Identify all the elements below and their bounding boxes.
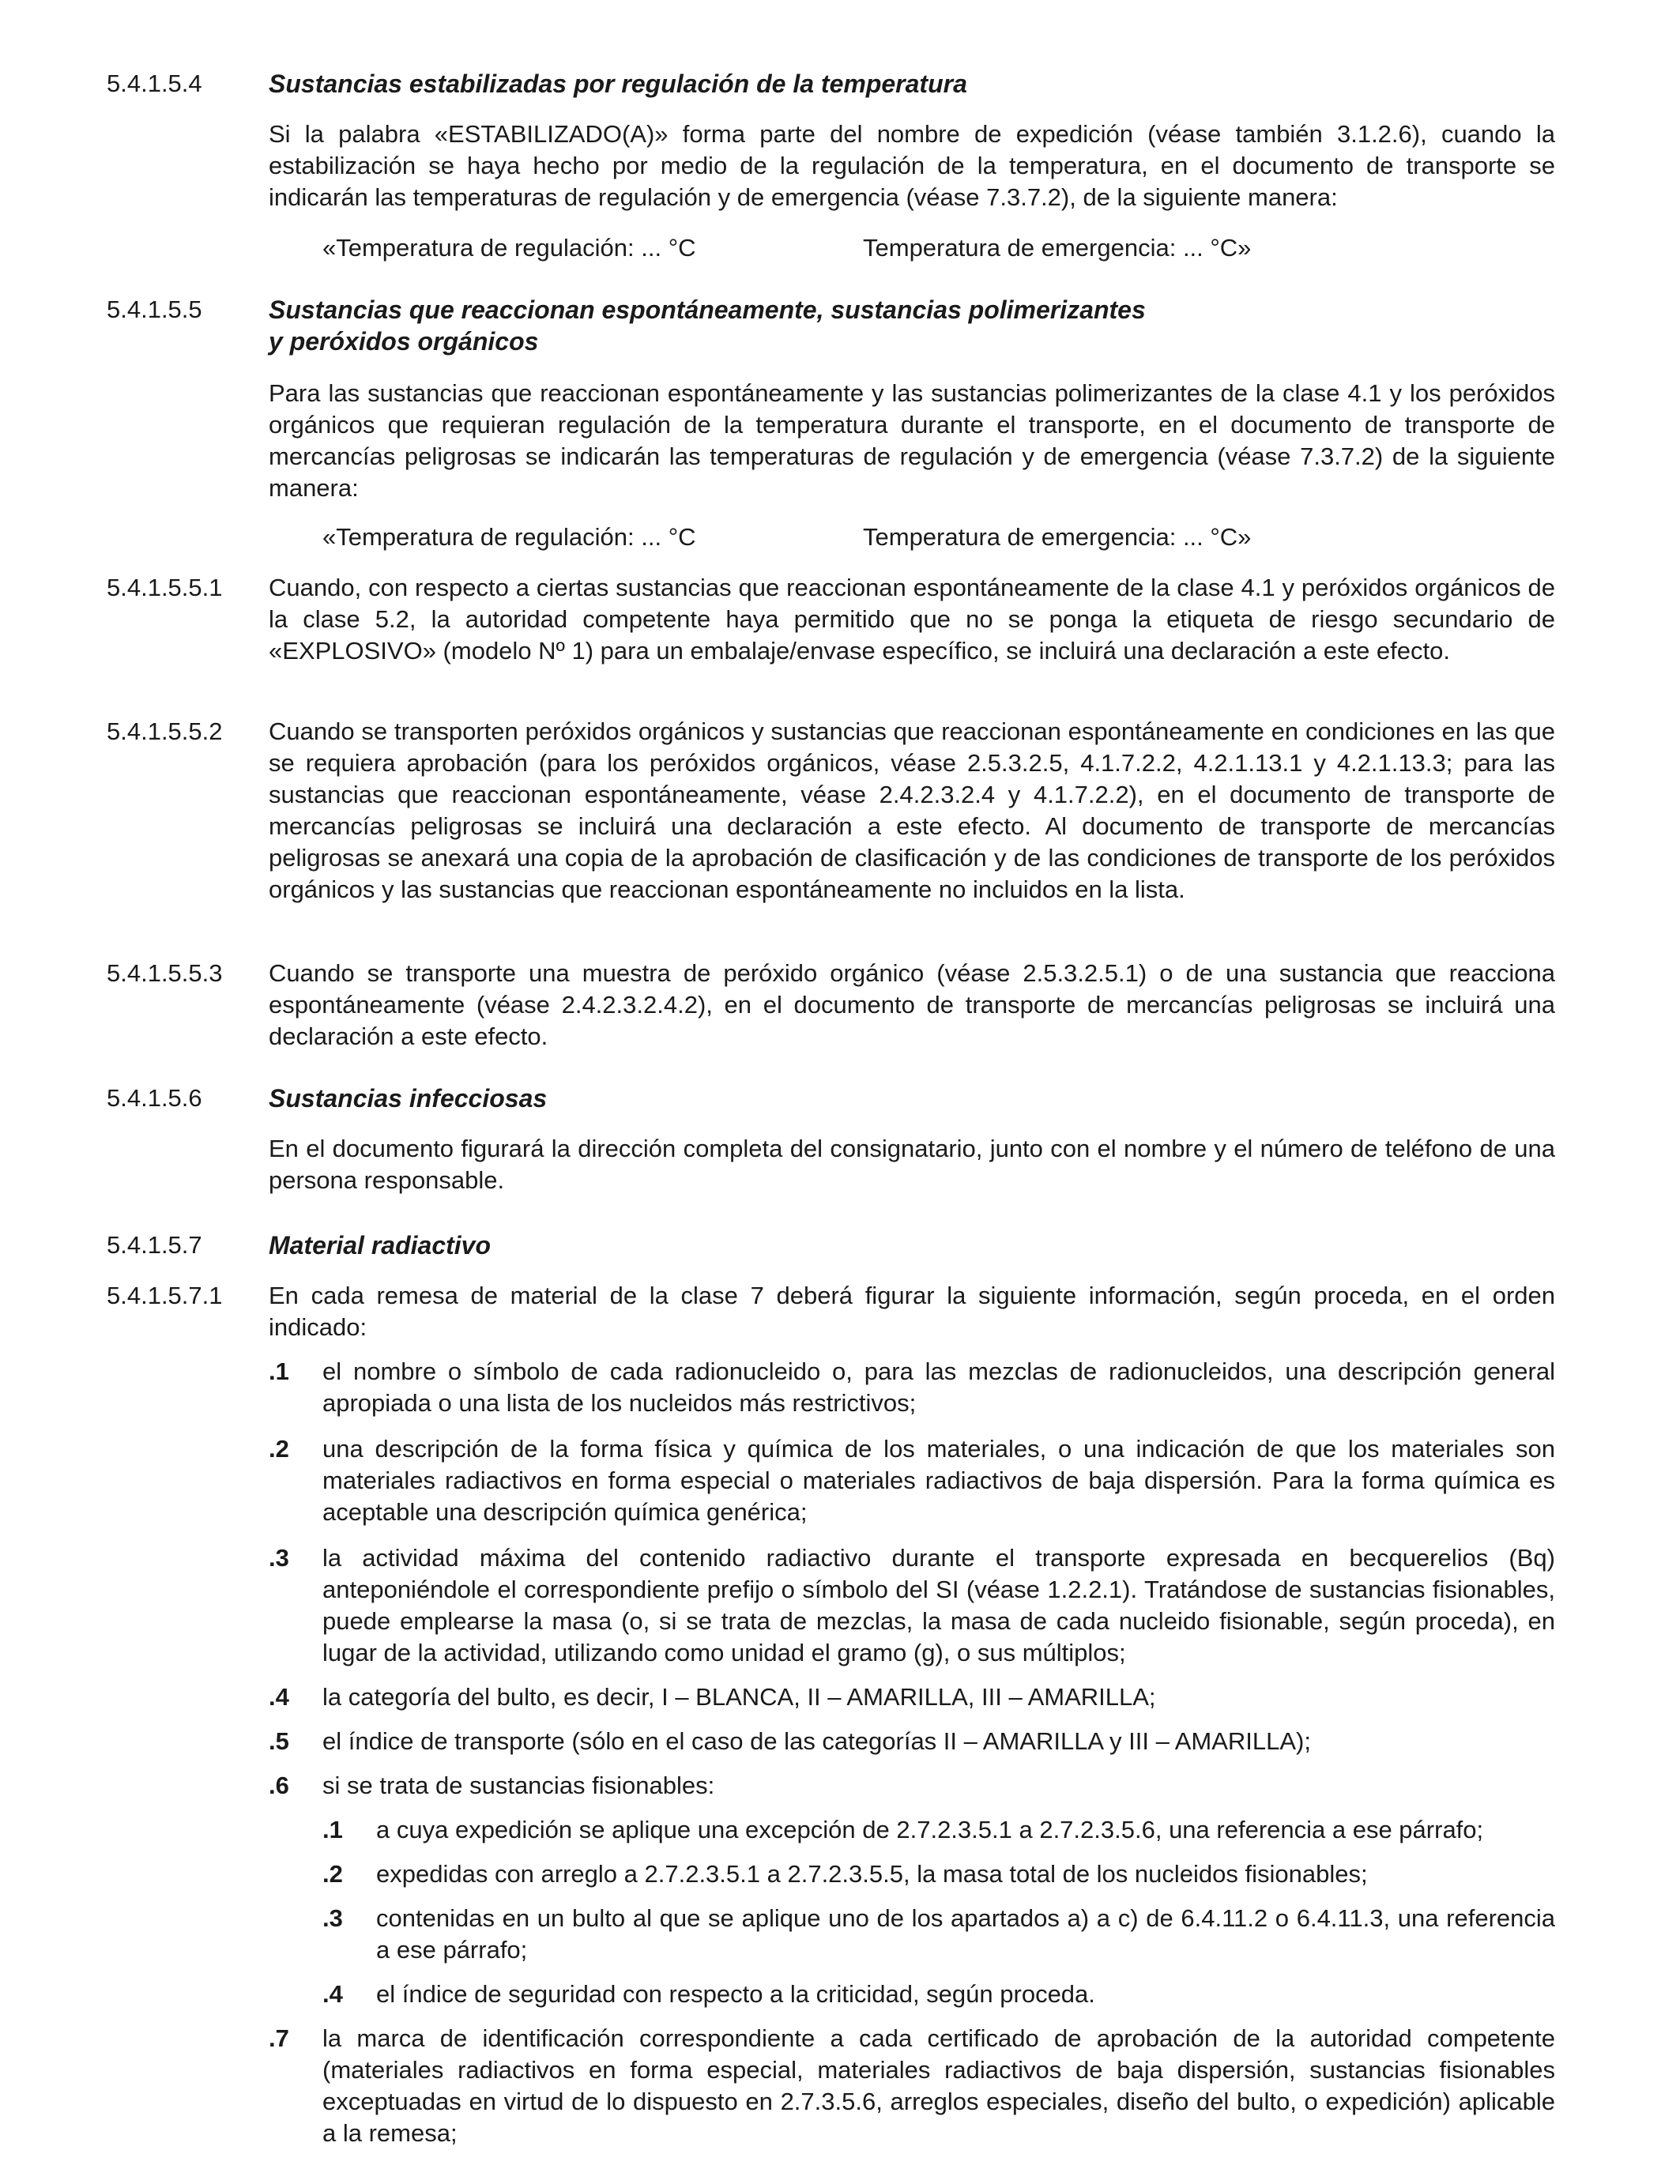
section-paragraph: Cuando se transporte una muestra de peróxido orgánico (véase 2.5.3.2.5.1) o de una sustancia que reacciona espontáneamente (véase 2.4.2.3.2.4.2), en el documento de transporte de mercancías peligrosas se incluirá una declaración a este efecto. — [269, 959, 1555, 1050]
section-number: 5.4.1.5.6 — [107, 1084, 202, 1112]
section-title: Sustancias que reaccionan espontáneamente, sustancias polimerizantes y peróxidos orgánicos — [269, 296, 1146, 356]
section-number: 5.4.1.5.4 — [107, 70, 202, 97]
section-number: 5.4.1.5.7.1 — [107, 1282, 223, 1309]
section-number: 5.4.1.5.5 — [107, 296, 202, 323]
section-number: 5.4.1.5.5.3 — [107, 959, 223, 987]
section-paragraph: Cuando, con respecto a ciertas sustancias que reaccionan espontáneamente de la clase 4.1 y peróxidos orgánicos de la clase 5.2, la autoridad competente haya permitido que no se ponga la etiqueta de riesgo secundario de «EXPLOSIVO» (modelo Nº 1) para un embalaje/envase específico, se incluirá una declaración a este efecto. — [269, 574, 1555, 665]
section-title: Sustancias estabilizadas por regulación de la temperatura — [269, 70, 967, 98]
control-temperature: «Temperatura de regulación: ... °C — [322, 234, 696, 262]
emergency-temperature: Temperatura de emergencia: ... °C» — [863, 523, 1252, 551]
section-number: 5.4.1.5.5.1 — [107, 574, 223, 601]
section-number: 5.4.1.5.7 — [107, 1231, 202, 1259]
section-title: Sustancias infecciosas — [269, 1084, 548, 1113]
control-temperature: «Temperatura de regulación: ... °C — [322, 523, 696, 551]
section-paragraph: Si la palabra «ESTABILIZADO(A)» forma parte del nombre de expedición (véase también 3.1.2.6), cuando la estabilización se haya hecho por medio de la regulación de la temperatura, en el documento de transporte se indicarán las temperaturas de regulación y de emergencia (véase 7.3.7.2), de la siguiente manera: — [269, 120, 1555, 211]
section-paragraph: En cada remesa de material de la clase 7 deberá figurar la siguiente información, según proceda, en el orden indicado: — [269, 1282, 1555, 1341]
emergency-temperature: Temperatura de emergencia: ... °C» — [863, 234, 1252, 262]
document-page: 5.4.1.5.4 Sustancias estabilizadas por regulación de la temperatura Si la palabra «ESTABILIZADO(A)» forma parte del nombre de expedición (véase también 3.1.2.6), cuando la estabilización se haya hecho por medio de la regulación de la temperatura, en el documento de transporte se indicarán las temperaturas de regulación y de emergencia (véase 7.3.7.2), de la siguiente manera: «Temperatura de regulación: ... °C Temperatura de emergencia: ... °C» 5.4.1.5.5 Sustancias que reaccionan espontáneamente, sustancias polimerizantes y peróxidos orgánicos Para las sustancias que reaccionan espontáneamente y las sustancias polimerizantes de la clase 4.1 y los peróxidos orgánicos que requieran regulación de la temperatura durante el transporte, en el documento de transporte de mercancías peligrosas se indicarán las temperaturas de regulación y de emergencia (véase 7.3.7.2) de la siguiente manera: «Temperatura de regulación: ... °C Temperatura de emergencia: ... °C» 5.4.1.5.5.1 Cuando, con respecto a ciertas sustancias que reaccionan espontáneamente de la clase 4.1 y peróxidos orgánicos de la clase 5.2, la autoridad competente haya permitido que no se ponga la etiqueta de riesgo secundario de «EXPLOSIVO» (modelo Nº 1) para un embalaje/envase específico, se incluirá una declaración a este efecto. 5.4.1.5.5.2 Cuando se transporten peróxidos orgánicos y sustancias que reaccionan espontáneamente en condiciones en las que se requiera aprobación (para los peróxidos orgánicos, véase 2.5.3.2.5, 4.1.7.2.2, 4.2.1.13.1 y 4.2.1.13.3; para las sustancias que reaccionan espontáneamente, véase 2.4.2.3.2.4 y 4.1.7.2.2), en el documento de transporte de mercancías peligrosas se incluirá una declaración a este efecto. Al documento de transporte de mercancías peligrosas se anexará una copia de la aprobación de clasificación y de las condiciones de transporte de los peróxidos orgánicos y las sustancias que reaccionan espontáneamente no incluidos en la lista. 5.4.1.5.5.3 Cuando se transporte una muestra de peróxido orgánico (véase 2.5.3.2.5.1) o de una sustancia que reacciona espontáneamente (véase 2.4.2.3.2.4.2), en el documento de transporte de mercancías peligrosas se incluirá una declaración a este efecto. 5.4.1.5.6 Sustancias infecciosas En el documento figurará la dirección completa del consignatario, junto con el nombre y el número de teléfono de una persona responsable. 5.4.1.5.7 Material radiactivo 5.4.1.5.7.1 En cada remesa de material de la clase 7 deberá figurar la siguiente información, según proceda, en el orden indicado: .1 el nombre o símbolo de cada radionucleido o, para las mezclas de radionucleidos, una descripción general apropiada o una lista de los nucleidos más restrictivos; .2 una descripción de la forma física y química de los materiales, o una indicación de que los materiales son materiales radiactivos en forma especial o materiales radiactivos de baja dispersión. Para la forma química es aceptable una descripción química genérica; .3 la actividad máxima del contenido radiactivo durante el transporte expresada en becquerelios (Bq) anteponiéndole el correspondiente prefijo o símbolo del SI (véase 1.2.2.1). Tratándose de sustancias fisionables, puede emplearse la masa (o, si se trata de mezclas, la masa de cada nucleido fisionable, según proceda), en lugar de la actividad, utilizando como unidad el gramo (g), o sus múltiplos; .4 la categoría del bulto, es decir, I – BLANCA, II – AMARILLA, III – AMARILLA; .5 el índice de transporte (sólo en el caso de las categorías II – AMARILLA y III – AMARILLA); .6 si se trata de sustancias fisionables: .1 a cuya expedición se aplique una excepción de 2.7.2.3.5.1 a 2.7.2.3.5.6, una referencia a ese párrafo; .2 expedidas con arreglo a 2.7.2.3.5.1 a 2.7.2.3.5.5, la masa total de los nucleidos fisionables; .3 contenidas en un bulto al que se aplique uno de los apartados a) a c) de 6.4.11.2 o 6.4.11.3, una referencia a ese párrafo; .4 el índice de seguridad con respecto a la criticidad, según proceda. .7 la marca de identificación correspondiente a cada certificado de aprobación de la autoridad competente (materiales radiactivos en forma especial, materiales radiactivos de baja dispersión, sustancias fisionables exceptuadas en virtud de lo dispuesto en 2.7.3.5.6, arreglos especiales, diseño del bulto, o expedición) aplicable a la remesa; — [107, 70, 1555, 2147]
section-title: Material radiactivo — [269, 1231, 491, 1260]
section-number: 5.4.1.5.5.2 — [107, 717, 223, 745]
section-paragraph: Para las sustancias que reaccionan espontáneamente y las sustancias polimerizantes de la clase 4.1 y los peróxidos orgánicos que requieran regulación de la temperatura durante el transporte, en el documento de transporte de mercancías peligrosas se indicarán las temperaturas de regulación y de emergencia (véase 7.3.7.2) de la siguiente manera: — [269, 379, 1555, 502]
section-paragraph: En el documento figurará la dirección completa del consignatario, junto con el nombre y el número de teléfono de una persona responsable. — [269, 1135, 1555, 1194]
section-paragraph: Cuando se transporten peróxidos orgánicos y sustancias que reaccionan espontáneamente en condiciones en las que se requiera aprobación (para los peróxidos orgánicos, véase 2.5.3.2.5, 4.1.7.2.2, 4.2.1.13.1 y 4.2.1.13.3; para las sustancias que reaccionan espontáneamente, véase 2.4.2.3.2.4 y 4.1.7.2.2), en el documento de transporte de mercancías peligrosas se incluirá una declaración a este efecto. Al documento de transporte de mercancías peligrosas se anexará una copia de la aprobación de clasificación y de las condiciones de transporte de los peróxidos orgánicos y las sustancias que reaccionan espontáneamente no incluidos en la lista. — [269, 717, 1555, 903]
